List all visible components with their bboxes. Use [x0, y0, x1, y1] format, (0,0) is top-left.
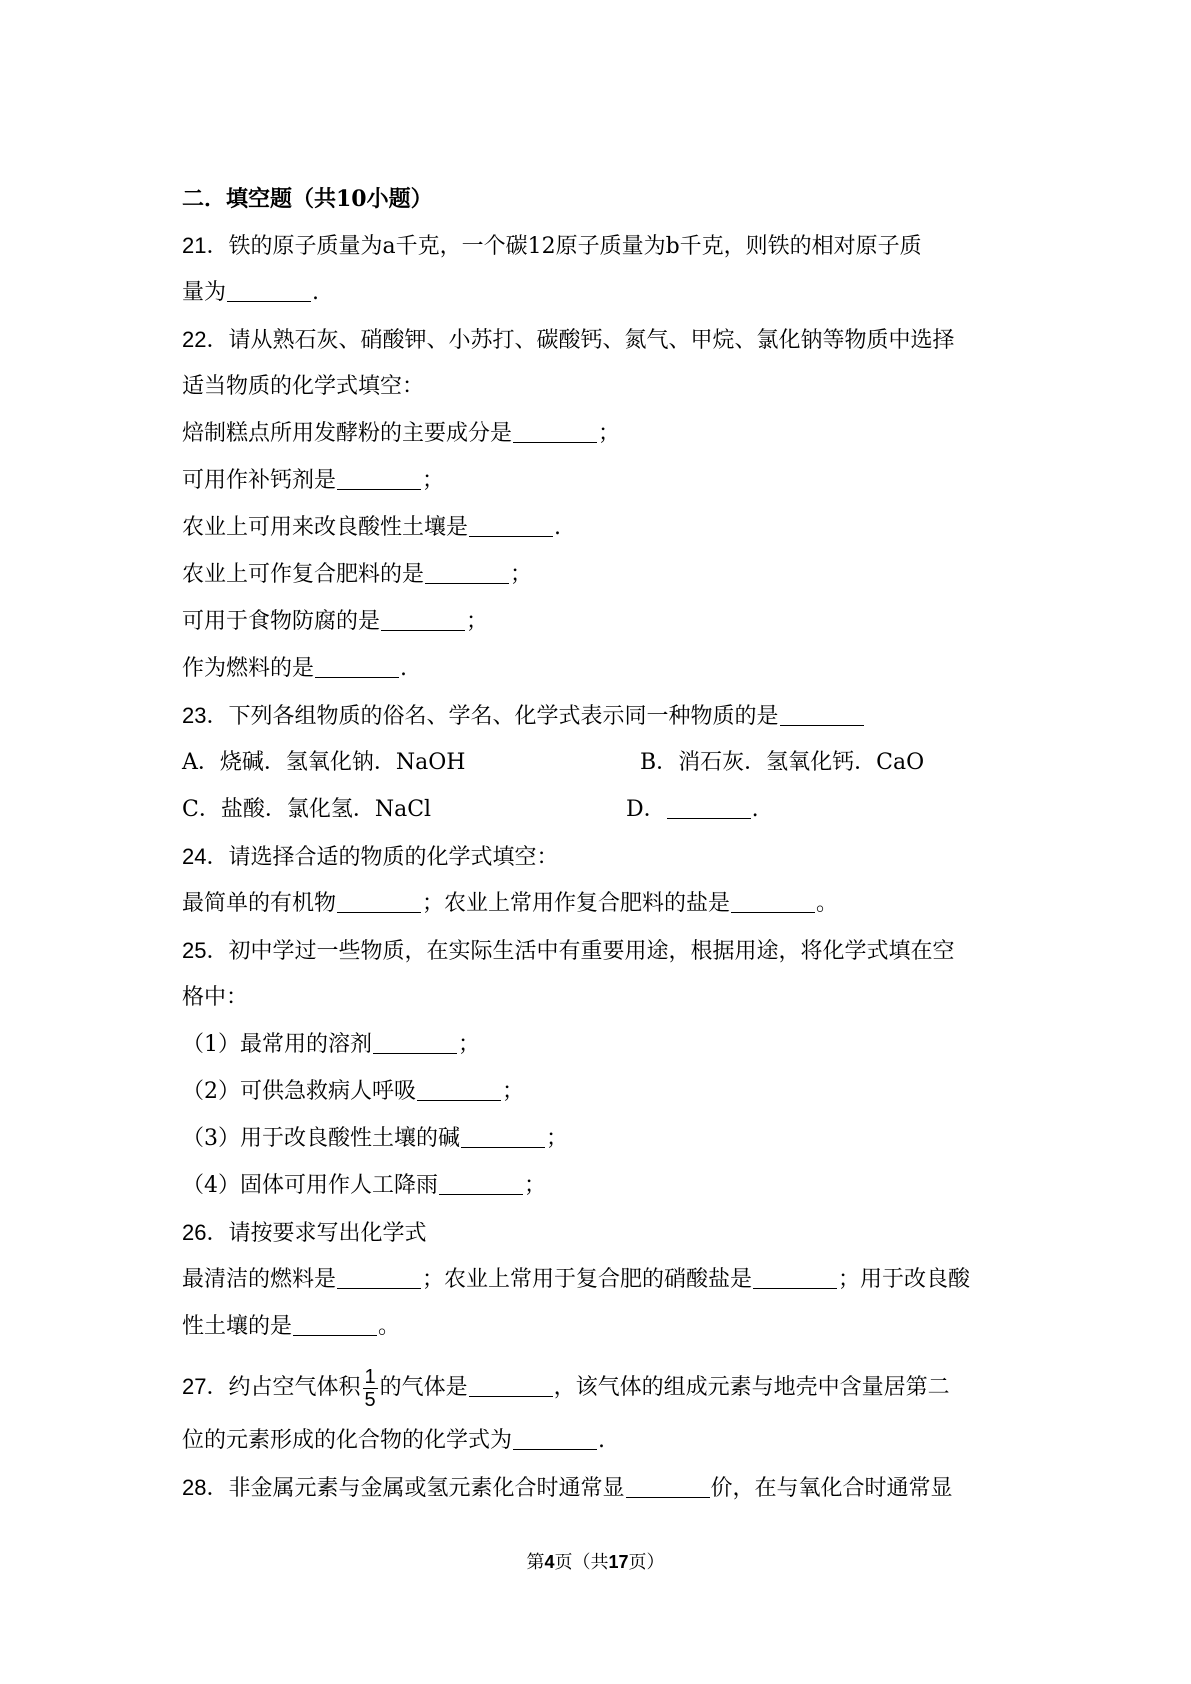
item-text: 可用作补钙剂是	[182, 468, 337, 493]
question-22-line-2: 适当物质的化学式填空：	[182, 374, 425, 399]
question-28-line-1	[182, 1473, 953, 1504]
option-b[interactable]: B．消石灰．氢氧化钙．CaO	[640, 750, 925, 775]
question-number: 22．	[182, 327, 229, 352]
punctuation: .	[554, 515, 562, 540]
question-text: 非金属元素与金属或氢元素化合时通常显	[228, 1476, 625, 1501]
question-text: 量为	[182, 280, 227, 305]
question-22-item	[182, 560, 532, 590]
question-number: 28．	[182, 1475, 229, 1500]
question-24-line-1	[182, 842, 559, 873]
question-25-item	[182, 1030, 480, 1060]
question-22-item	[182, 419, 620, 449]
question-25-line-2: 格中：	[182, 985, 249, 1010]
question-26-line-1	[182, 1218, 427, 1249]
page-footer	[0, 1548, 1191, 1574]
answer-blank[interactable]	[513, 420, 597, 443]
punctuation: ；	[524, 1173, 547, 1198]
footer-text: 第	[526, 1552, 545, 1573]
option-a[interactable]: A．烧碱．氢氧化钠．NaOH	[182, 750, 466, 775]
item-text: ；农业上常用作复合肥料的盐是	[422, 891, 731, 916]
item-text: （1）最常用的溶剂	[182, 1032, 372, 1057]
question-22-item	[182, 654, 407, 684]
answer-blank[interactable]	[373, 1031, 457, 1054]
answer-blank[interactable]	[337, 467, 421, 490]
question-text: 请从熟石灰、硝酸钾、小苏打、碳酸钙、氮气、甲烷、氯化钠等物质中选择	[228, 328, 955, 353]
question-22-item	[182, 466, 444, 496]
question-number: 24．	[182, 844, 229, 869]
footer-text: 页）	[628, 1552, 665, 1573]
punctuation: ；	[458, 1032, 481, 1057]
punctuation: ；	[502, 1079, 525, 1104]
answer-blank[interactable]	[417, 1078, 501, 1101]
answer-blank[interactable]	[731, 890, 815, 913]
question-text: 初中学过一些物质，在实际生活中有重要用途，根据用途，将化学式填在空	[228, 939, 955, 964]
question-number: 21．	[182, 233, 229, 258]
item-text: （3）用于改良酸性土壤的碱	[182, 1126, 460, 1151]
question-text: 请按要求写出化学式	[228, 1221, 427, 1246]
footer-text: 页（共	[554, 1552, 609, 1573]
question-text: 铁的原子质量为a千克，一个碳12原子质量为b千克，则铁的相对原子质	[228, 234, 922, 259]
question-25-item	[182, 1077, 524, 1107]
fraction	[363, 1366, 378, 1411]
question-24-line-2	[182, 889, 838, 919]
answer-blank[interactable]	[753, 1266, 837, 1289]
question-26-line-3	[182, 1312, 400, 1342]
item-text: （2）可供急救病人呼吸	[182, 1079, 416, 1104]
option-d[interactable]	[626, 795, 759, 825]
punctuation: .	[751, 797, 759, 822]
answer-blank[interactable]	[469, 1374, 553, 1397]
answer-blank[interactable]	[780, 703, 864, 726]
question-text: 约占空气体积	[228, 1375, 361, 1400]
total-pages: 17	[608, 1552, 629, 1572]
answer-blank[interactable]	[337, 890, 421, 913]
question-22-line-1	[182, 325, 955, 356]
item-text: 性土壤的是	[182, 1314, 293, 1339]
option-label: D．	[626, 797, 666, 822]
answer-blank[interactable]	[315, 655, 399, 678]
punctuation: .	[312, 280, 320, 305]
punctuation: ；	[466, 609, 489, 634]
item-text: 农业上可用来改良酸性土壤是	[182, 515, 469, 540]
question-25-item	[182, 1124, 568, 1154]
question-number: 25．	[182, 938, 229, 963]
question-text: 请选择合适的物质的化学式填空：	[228, 845, 559, 870]
question-25-line-1	[182, 936, 955, 967]
question-26-line-2	[182, 1265, 970, 1295]
question-27-line-2	[182, 1426, 605, 1456]
question-text: 的气体是	[379, 1375, 468, 1400]
answer-blank[interactable]	[461, 1125, 545, 1148]
option-c[interactable]: C．盐酸．氯化氢．NaCl	[182, 797, 432, 822]
question-text: ，该气体的组成元素与地壳中含量居第二	[553, 1375, 950, 1400]
item-text: 作为燃料的是	[182, 656, 315, 681]
question-number: 23．	[182, 703, 229, 728]
fraction-denominator: 5	[364, 1388, 376, 1411]
fraction-numerator: 1	[364, 1365, 376, 1388]
answer-blank[interactable]	[227, 279, 311, 302]
answer-blank[interactable]	[667, 796, 751, 819]
answer-blank[interactable]	[425, 561, 509, 584]
punctuation: .	[400, 656, 408, 681]
answer-blank[interactable]	[381, 608, 465, 631]
question-21-line-1	[182, 231, 922, 262]
item-text: （4）固体可用作人工降雨	[182, 1173, 438, 1198]
punctuation: 。	[816, 891, 839, 916]
item-text: 最清洁的燃料是	[182, 1267, 337, 1292]
punctuation: 。	[378, 1314, 401, 1339]
item-text: 可用于食物防腐的是	[182, 609, 381, 634]
question-number: 26．	[182, 1220, 229, 1245]
answer-blank[interactable]	[439, 1172, 523, 1195]
current-page-number: 4	[544, 1552, 555, 1572]
punctuation: .	[598, 1428, 606, 1453]
question-27-line-1	[182, 1360, 950, 1415]
answer-blank[interactable]	[293, 1313, 377, 1336]
punctuation: ；	[546, 1126, 569, 1151]
item-text: 最简单的有机物	[182, 891, 337, 916]
punctuation: ；	[598, 421, 621, 446]
question-text: 价，在与氧化合时通常显	[710, 1476, 953, 1501]
item-text: ；用于改良酸	[838, 1267, 971, 1292]
item-text: ；农业上常用于复合肥的硝酸盐是	[422, 1267, 753, 1292]
question-25-item	[182, 1171, 546, 1201]
item-text: 焙制糕点所用发酵粉的主要成分是	[182, 421, 513, 446]
question-22-item	[182, 607, 488, 637]
answer-blank[interactable]	[337, 1266, 421, 1289]
item-text: 位的元素形成的化合物的化学式为	[182, 1428, 513, 1453]
punctuation: ；	[510, 562, 533, 587]
question-22-item	[182, 513, 561, 543]
question-21-line-2	[182, 278, 319, 308]
punctuation: ；	[422, 468, 445, 493]
section-title: 二．填空题（共10小题）	[182, 186, 433, 212]
question-number: 27．	[182, 1374, 229, 1399]
question-text: 下列各组物质的俗名、学名、化学式表示同一种物质的是	[228, 704, 779, 729]
answer-blank[interactable]	[469, 514, 553, 537]
question-23-line-1	[182, 701, 865, 732]
item-text: 农业上可作复合肥料的是	[182, 562, 425, 587]
answer-blank[interactable]	[513, 1427, 597, 1450]
answer-blank[interactable]	[626, 1475, 710, 1498]
